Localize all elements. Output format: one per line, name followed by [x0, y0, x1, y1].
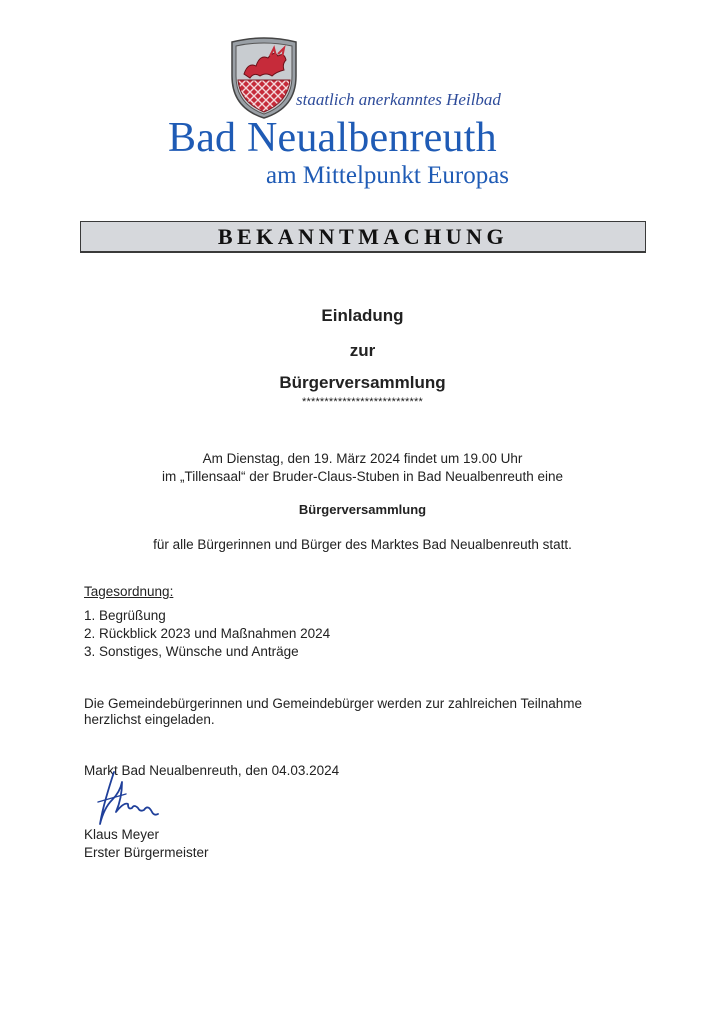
closing-line: Die Gemeindebürgerinnen und Gemeindebürger werden zur zahlreichen Teilnahme	[84, 696, 583, 711]
body-audience-line: für alle Bürgerinnen und Bürger des Marktes Bad Neualbenreuth statt.	[153, 537, 572, 552]
coat-of-arms-icon	[226, 36, 302, 122]
title-meeting: Bürgerversammlung	[279, 373, 446, 392]
body-date-line: Am Dienstag, den 19. März 2024 findet um 19.00 Uhr	[202, 451, 523, 466]
place-date: Markt Bad Neualbenreuth, den 04.03.2024	[84, 763, 340, 778]
signer-title: Erster Bürgermeister	[84, 845, 209, 860]
title-underline-stars: ***************************	[302, 396, 423, 408]
banner-title: BEKANNTMACHUNG	[217, 223, 509, 249]
title-to: zur	[349, 341, 376, 360]
agenda-heading: Tagesordnung:	[84, 584, 174, 599]
body-meeting-label: Bürgerversammlung	[298, 502, 427, 517]
agenda-item: 3. Sonstiges, Wünsche und Anträge	[84, 644, 299, 659]
town-subtitle: am Mittelpunkt Europas	[266, 162, 510, 189]
title-invitation: Einladung	[321, 306, 404, 325]
town-name: Bad Neualbenreuth	[168, 115, 497, 161]
closing-line: herzlichst eingeladen.	[84, 712, 215, 727]
agenda-item: 2. Rückblick 2023 und Maßnahmen 2024	[84, 626, 331, 641]
announcement-banner	[80, 221, 646, 253]
tagline: staatlich anerkanntes Heilbad	[296, 90, 501, 109]
handwritten-signature-icon	[92, 768, 164, 834]
body-location-line: im „Tillensaal“ der Bruder-Claus-Stuben in Bad Neualbenreuth eine	[162, 469, 563, 484]
signer-name: Klaus Meyer	[84, 827, 160, 842]
agenda-item: 1. Begrüßung	[84, 608, 166, 623]
